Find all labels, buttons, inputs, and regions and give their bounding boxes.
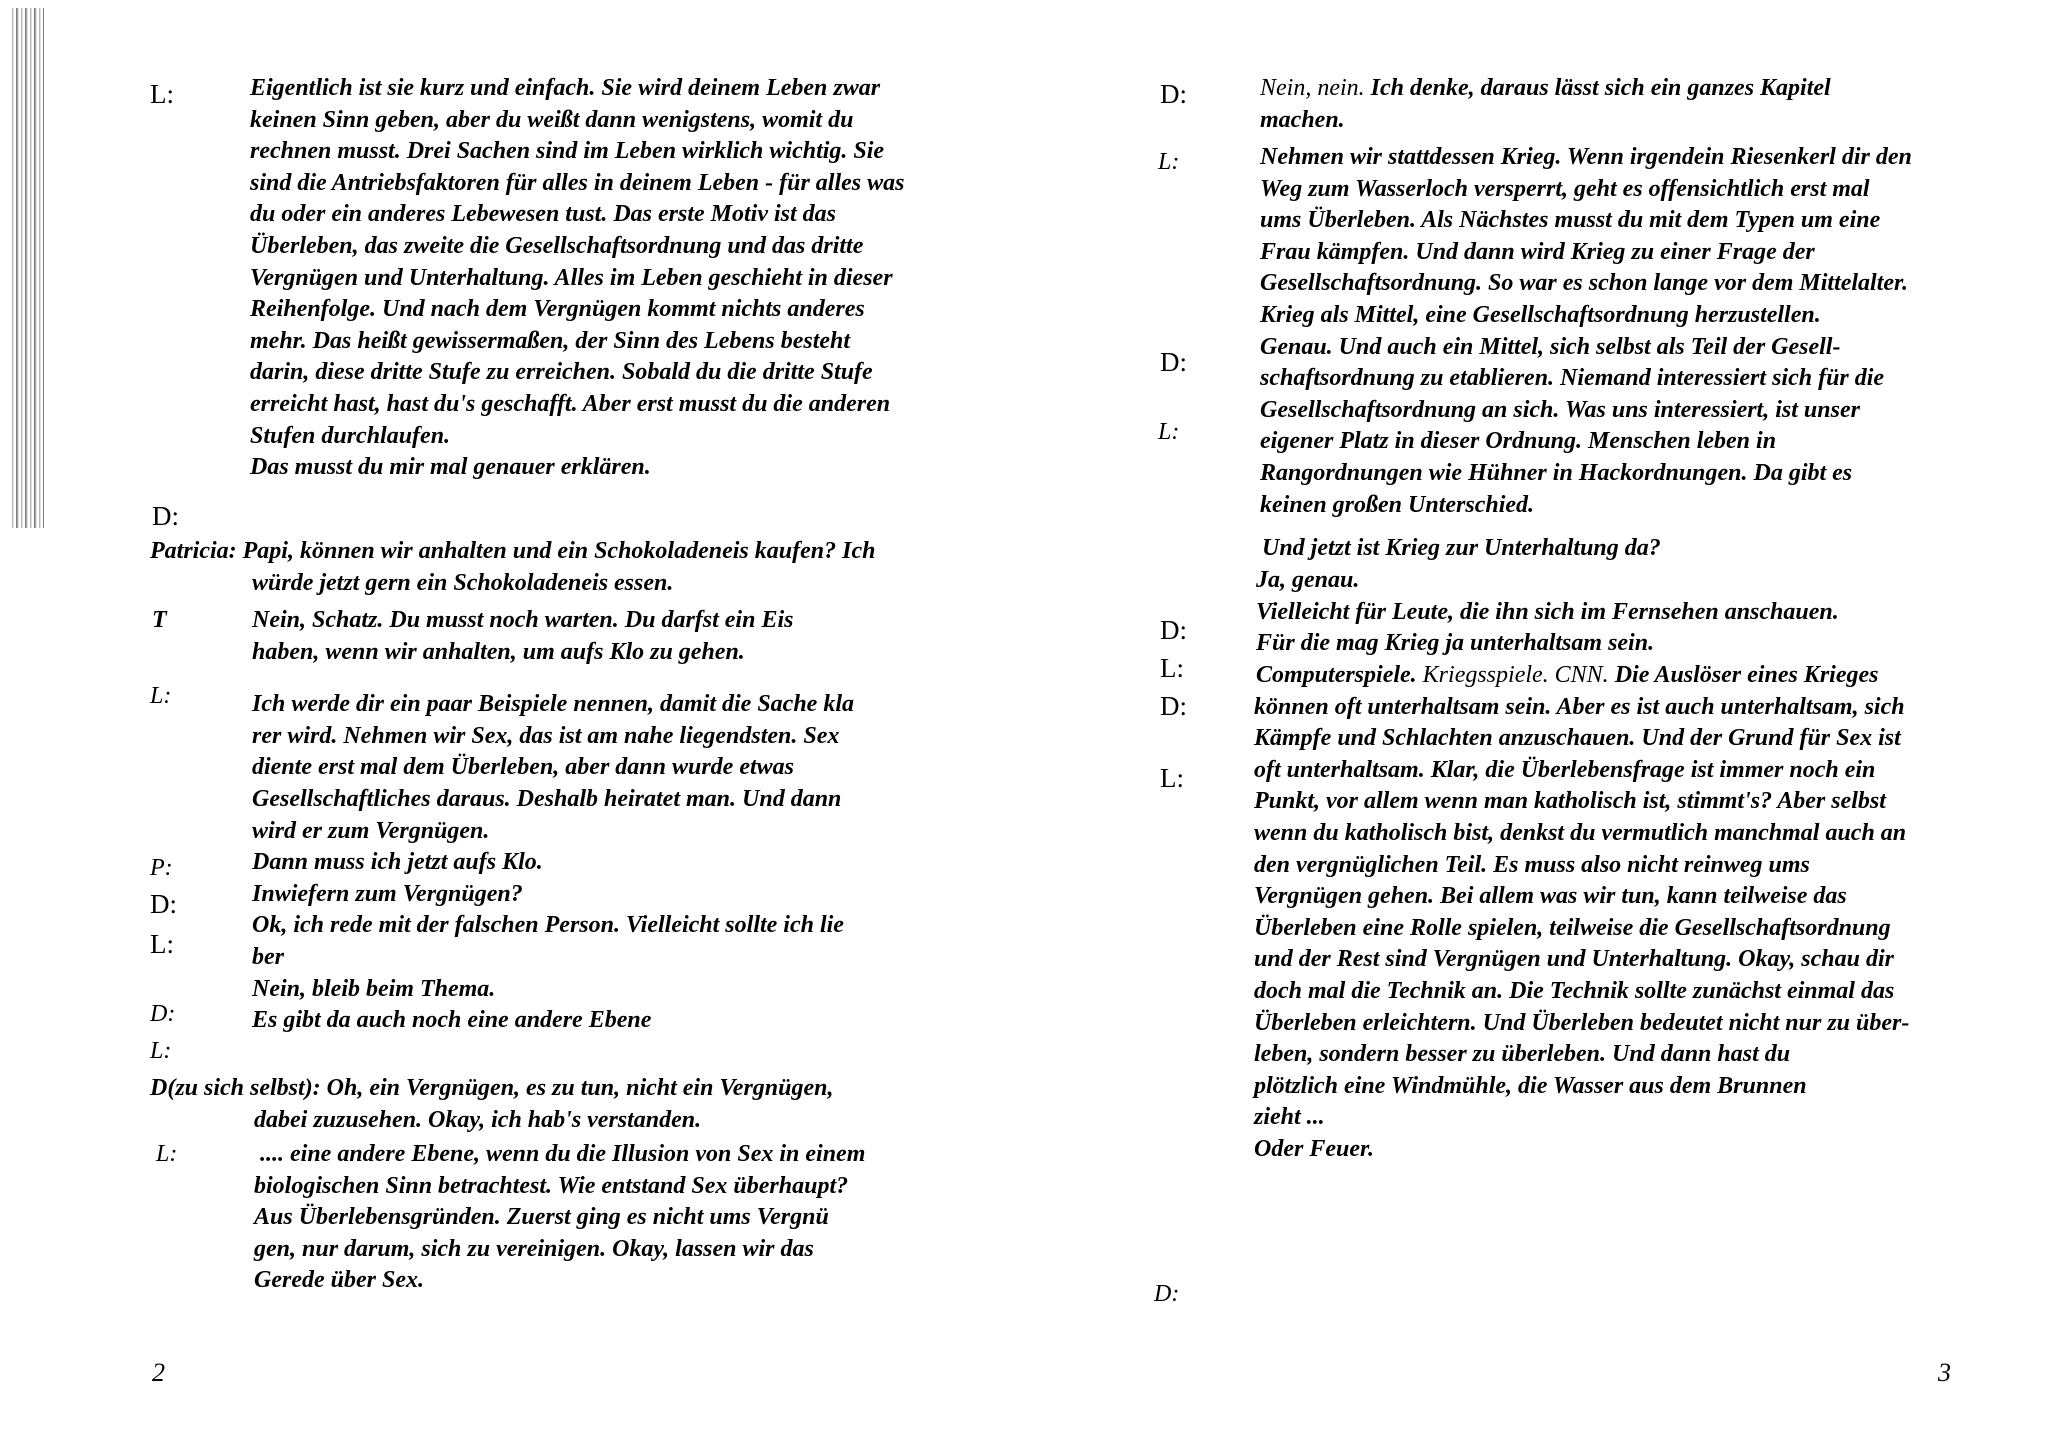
- speaker-label: L:: [156, 1141, 178, 1167]
- speaker-label: L:: [150, 929, 174, 959]
- text-line: eigener Platz in dieser Ordnung. Menschen leben in: [1260, 428, 1777, 454]
- text-line: Inwiefern zum Vergnügen?: [252, 881, 523, 907]
- text-line: Kämpfe und Schlachten anzuschauen. Und der Grund für Sex ist: [1254, 725, 1901, 751]
- text-line: Ich werde dir ein paar Beispiele nennen, damit die Sache kla: [252, 691, 855, 717]
- text-line: Rangordnungen wie Hühner in Hackordnungen. Da gibt es: [1260, 460, 1853, 486]
- text-line: Ja, genau.: [1256, 567, 1360, 593]
- page-number: 3: [1938, 1358, 1951, 1387]
- text-line: dabei zuzusehen. Okay, ich hab's verstanden.: [254, 1107, 702, 1133]
- text-line: machen.: [1260, 107, 1345, 133]
- text-line: du oder ein anderes Lebewesen tust. Das erste Motiv ist das: [250, 201, 836, 227]
- text-line: würde jetzt gern ein Schokoladeneis essen.: [252, 570, 674, 596]
- text-line: Ok, ich rede mit der falschen Person. Vielleicht sollte ich lie: [252, 912, 844, 938]
- text-line: mehr. Das heißt gewissermaßen, der Sinn des Lebens besteht: [250, 328, 851, 354]
- text-line: keinen großen Unterschied.: [1260, 492, 1535, 518]
- text-line: Reihenfolge. Und nach dem Vergnügen kommt nichts anderes: [250, 296, 865, 322]
- page-number: 2: [152, 1358, 165, 1387]
- text-line: [1256, 659, 1878, 691]
- text-line: ber: [252, 944, 284, 970]
- speaker-label: L:: [150, 79, 174, 109]
- speaker-label: L:: [1158, 149, 1180, 175]
- speaker-label: D:: [150, 889, 177, 919]
- speaker-label: D:: [1160, 347, 1187, 377]
- text-line: Überleben erleichtern. Und Überleben bedeutet nicht nur zu über-: [1254, 1010, 1910, 1036]
- text-line: Nehmen wir stattdessen Krieg. Wenn irgendein Riesenkerl dir den: [1260, 144, 1912, 170]
- speaker-label: L:: [1160, 763, 1184, 793]
- text-line: können oft unterhaltsam sein. Aber es ist auch unterhaltsam, sich: [1254, 694, 1905, 720]
- text-line: sind die Antriebsfaktoren für alles in deinem Leben - für alles was: [250, 170, 905, 196]
- text-line: Patricia: Papi, können wir anhalten und ein Schokoladeneis kaufen? Ich: [150, 538, 876, 564]
- text-fragment: Ich denke, daraus lässt sich ein ganzes Kapitel: [1364, 75, 1831, 101]
- text-line: doch mal die Technik an. Die Technik sollte zunächst einmal das: [1254, 978, 1895, 1004]
- text-line: diente erst mal dem Überleben, aber dann wurde etwas: [252, 754, 794, 780]
- text-line: [1260, 72, 1831, 104]
- text-line: Das musst du mir mal genauer erklären.: [250, 454, 651, 480]
- text-line: haben, wenn wir anhalten, um aufs Klo zu gehen.: [252, 639, 745, 665]
- text-line: Gesellschaftsordnung. So war es schon lange vor dem Mittelalter.: [1260, 270, 1909, 296]
- text-line: Vergnügen und Unterhaltung. Alles im Leben geschieht in dieser: [250, 265, 893, 291]
- text-line: Überleben eine Rolle spielen, teilweise die Gesellschaftsordnung: [1254, 915, 1891, 941]
- text-line: Gesellschaftliches daraus. Deshalb heiratet man. Und dann: [252, 786, 842, 812]
- text-line: Dann muss ich jetzt aufs Klo.: [252, 849, 543, 875]
- binding-edge: [10, 8, 44, 528]
- text-line: ums Überleben. Als Nächstes musst du mit dem Typen um eine: [1260, 207, 1881, 233]
- text-line: schaftsordnung zu etablieren. Niemand interessiert sich für die: [1260, 365, 1885, 391]
- text-line: Gerede über Sex.: [254, 1267, 424, 1293]
- text-line: Gesellschaftsordnung an sich. Was uns interessiert, ist unser: [1260, 397, 1860, 423]
- speaker-label: D:: [150, 1001, 176, 1027]
- text-line: oft unterhaltsam. Klar, die Überlebensfrage ist immer noch ein: [1254, 757, 1876, 783]
- text-line: Nein, Schatz. Du musst noch warten. Du darfst ein Eis: [252, 607, 794, 633]
- text-line: Stufen durchlaufen.: [250, 423, 451, 449]
- text-line: .... eine andere Ebene, wenn du die Illusion von Sex in einem: [260, 1141, 866, 1167]
- text-line: biologischen Sinn betrachtest. Wie entstand Sex überhaupt?: [254, 1173, 849, 1199]
- text-line: gen, nur darum, sich zu vereinigen. Okay, lassen wir das: [254, 1236, 814, 1262]
- text-line: zieht ...: [1254, 1104, 1325, 1130]
- text-line: Genau. Und auch ein Mittel, sich selbst als Teil der Gesell-: [1260, 334, 1841, 360]
- text-line: Eigentlich ist sie kurz und einfach. Sie wird deinem Leben zwar: [250, 75, 881, 101]
- speaker-label: D:: [1160, 615, 1187, 645]
- speaker-label: D:: [152, 501, 179, 531]
- text-fragment: Nein, nein.: [1260, 75, 1365, 101]
- text-line: D(zu sich selbst): Oh, ein Vergnügen, es zu tun, nicht ein Vergnügen,: [150, 1075, 834, 1101]
- text-line: Für die mag Krieg ja unterhaltsam sein.: [1256, 630, 1655, 656]
- text-line: Weg zum Wasserloch versperrt, geht es offensichtlich erst mal: [1260, 176, 1870, 202]
- text-line: erreicht hast, hast du's geschafft. Aber erst musst du die anderen: [250, 391, 891, 417]
- speaker-label: D:: [1160, 79, 1187, 109]
- text-line: darin, diese dritte Stufe zu erreichen. Sobald du die dritte Stufe: [250, 359, 873, 385]
- text-line: Punkt, vor allem wenn man katholisch ist, stimmt's? Aber selbst: [1254, 788, 1886, 814]
- speaker-label: L:: [150, 683, 172, 709]
- speaker-label: P:: [150, 855, 173, 881]
- text-line: rer wird. Nehmen wir Sex, das ist am nahe liegendsten. Sex: [252, 723, 840, 749]
- speaker-label: L:: [150, 1038, 172, 1064]
- text-line: Nein, bleib beim Thema.: [252, 976, 496, 1002]
- text-line: Krieg als Mittel, eine Gesellschaftsordnung herzustellen.: [1260, 302, 1821, 328]
- speaker-label: D:: [1160, 691, 1187, 721]
- text-fragment: Kriegsspiele. CNN.: [1416, 662, 1609, 688]
- text-line: leben, sondern besser zu überleben. Und dann hast du: [1254, 1041, 1791, 1067]
- speaker-label: D:: [1154, 1281, 1180, 1307]
- text-line: Es gibt da auch noch eine andere Ebene: [252, 1007, 652, 1033]
- speaker-label: L:: [1158, 419, 1180, 445]
- text-line: plötzlich eine Windmühle, die Wasser aus dem Brunnen: [1254, 1073, 1807, 1099]
- text-line: Frau kämpfen. Und dann wird Krieg zu einer Frage der: [1260, 239, 1815, 265]
- text-line: wird er zum Vergnügen.: [252, 818, 490, 844]
- text-fragment: Computerspiele.: [1256, 662, 1417, 688]
- text-fragment: Die Auslöser eines Krieges: [1608, 662, 1879, 688]
- speaker-label: L:: [1160, 653, 1184, 683]
- text-line: Oder Feuer.: [1254, 1136, 1374, 1162]
- text-line: Vielleicht für Leute, die ihn sich im Fernsehen anschauen.: [1256, 599, 1839, 625]
- text-line: keinen Sinn geben, aber du weißt dann wenigstens, womit du: [250, 107, 854, 133]
- text-line: Und jetzt ist Krieg zur Unterhaltung da?: [1262, 535, 1661, 561]
- speaker-label: T: [152, 607, 167, 633]
- text-line: den vergnüglichen Teil. Es muss also nicht reinweg ums: [1254, 852, 1810, 878]
- text-line: Aus Überlebensgründen. Zuerst ging es nicht ums Vergnü: [254, 1204, 829, 1230]
- text-line: und der Rest sind Vergnügen und Unterhaltung. Okay, schau dir: [1254, 946, 1894, 972]
- text-line: wenn du katholisch bist, denkst du vermutlich manchmal auch an: [1254, 820, 1907, 846]
- text-line: rechnen musst. Drei Sachen sind im Leben wirklich wichtig. Sie: [250, 138, 885, 164]
- text-line: Überleben, das zweite die Gesellschaftsordnung und das dritte: [250, 233, 864, 259]
- text-line: Vergnügen gehen. Bei allem was wir tun, kann teilweise das: [1254, 883, 1847, 909]
